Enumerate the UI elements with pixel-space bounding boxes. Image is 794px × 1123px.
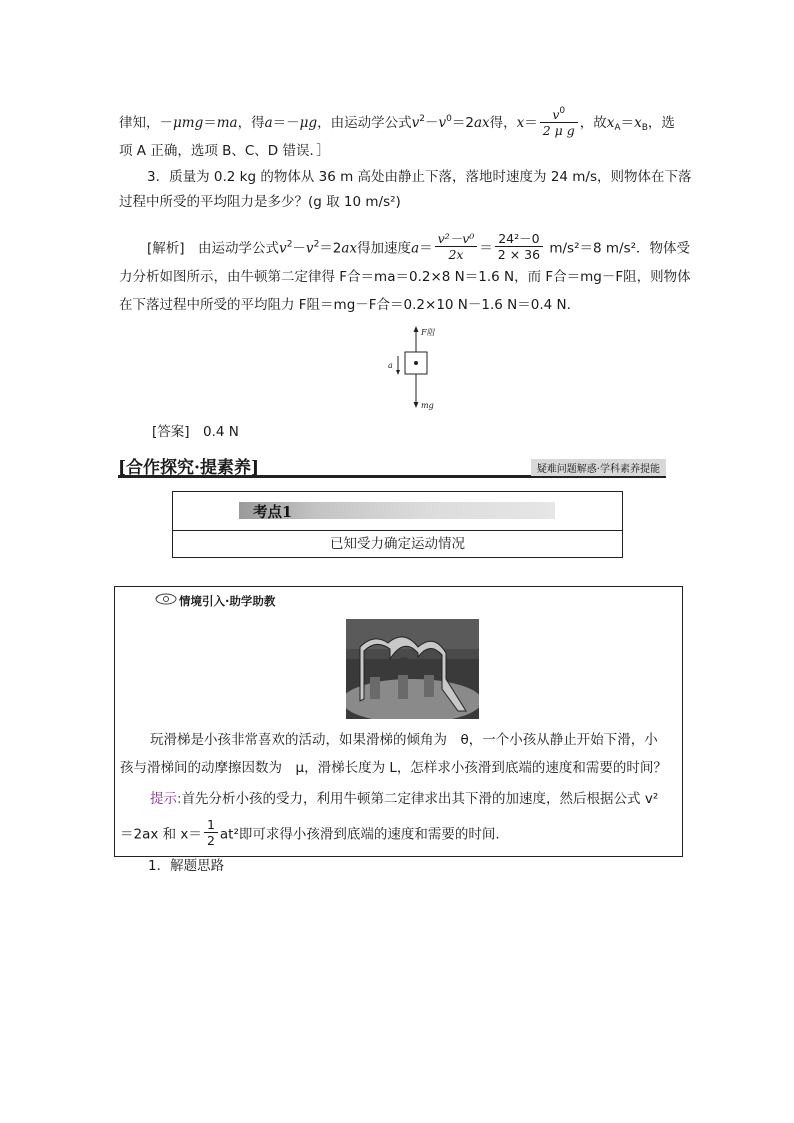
text: 2 μ g [542,123,575,138]
text: mg [181,115,204,131]
context-box [114,586,683,857]
image-part [370,677,380,699]
answer-line [152,423,239,441]
text: 由运动学公式 [184,240,280,257]
text: － [424,115,439,131]
text: g [308,115,318,131]
solution-line-2: 力分析如图所示，由牛顿第二定律得 F合＝ma＝0.2×8 N＝1.6 N，而 F合＝mg－F阻，则物体 [119,269,691,285]
text: v [411,115,420,131]
text: ＝ [524,115,538,131]
text: a [411,240,420,257]
arrow-head-accel [396,370,400,375]
section-header [118,453,666,478]
acceleration-label: a [388,361,393,370]
text: 首先分析小孩的受力，利用牛顿第二定律求出其下滑的加速度，然后根据公式 v² [181,791,659,807]
answer-label: [答案] [152,424,190,440]
text: 0 [559,106,566,116]
image-part [424,659,436,671]
text: 得， [489,115,517,131]
text: ＝ [620,115,635,131]
text: 得加速度 [357,240,412,257]
text: 2x [448,247,464,262]
text: B [641,123,648,133]
text-line: 项 A 正确，选项 B、C、D 错误．］ [119,143,330,159]
text: ＝－ [272,115,300,131]
gravity-label: mg [421,401,434,410]
solution-line-3: 在下落过程中所受的平均阻力 F阻＝mg－F合＝0.2×10 N－1.6 N＝0.4 N. [119,297,571,313]
section-tag: 疑难问题解惑·学科素养提能 [531,459,666,476]
text: ，故 [579,115,607,131]
image-part [398,657,410,669]
text: 2 [419,114,425,124]
hint-label: 提示: [150,791,182,807]
solution-line-1 [147,233,690,264]
answer-value: 0.4 N [189,424,239,440]
image-part [346,649,479,659]
text: 1 [204,817,218,833]
image-part [398,675,408,699]
text: m/s²＝8 m/s²．物体受 [545,240,691,257]
text: ，选 [647,115,675,131]
text: 0 [446,114,452,124]
topic-label: 考点1 [253,504,293,521]
object-center-dot [414,361,418,365]
text: ＝2 [319,240,342,257]
context-paragraph-line-1: 玩滑梯是小孩非常喜欢的活动，如果滑梯的倾角为 θ，一个小孩从静止开始下滑，小 [150,732,658,748]
text: A [614,123,621,133]
text: ax [341,240,358,257]
text: 2 × 36 [497,247,541,262]
text: at²即可求得小孩滑到底端的速度和需要的时间. [219,826,500,843]
text: ma [216,115,238,131]
text: x [634,115,642,131]
text-line [119,106,675,140]
arrow-head-down [414,402,419,408]
text: μ [299,115,309,131]
text: ＝2ax 和 x＝ [120,826,202,843]
text: 24²－0 [495,231,543,247]
force-diagram [385,324,455,414]
text: 2 [313,239,320,250]
text: x [516,115,525,131]
hint-line-2 [120,819,500,850]
arrow-head-up [414,326,419,332]
section-title: [合作探究·提素养] [118,458,260,478]
text: ax [473,115,490,131]
topic-box [172,491,623,558]
icon-shape [164,597,169,602]
lightbulb-icon [155,593,177,605]
fraction [204,817,218,848]
context-paragraph-line-2: 孩与滑梯间的动摩擦因数为 μ，滑梯长度为 L，怎样求小孩滑到底端的速度和需要的时间？ [120,760,667,776]
text: ＝2 [451,115,474,131]
text: ＝ [203,115,217,131]
topic-content: 已知受力确定运动情况 [330,536,465,552]
topic-banner [239,502,555,519]
solution-label: [解析] [147,240,185,257]
question-3-line-2: 过程中所受的平均阻力是多少？(g 取 10 m/s²) [119,194,401,210]
text: ＝ [419,240,433,257]
text: ，得 [237,115,265,131]
playground-slide-image [346,619,479,719]
topic-box-header [173,492,622,531]
fraction [540,104,578,138]
text: v²－v⁰ [435,231,478,247]
text: x [606,115,615,131]
text: ，由运动学公式 [317,115,412,131]
friction-force-label: F阻 [421,328,435,337]
image-part [370,659,382,671]
image-part [424,675,434,697]
text: v [305,240,314,257]
text: 2 [206,833,215,848]
fraction [435,231,478,262]
list-item: 1．解题思路 [148,858,225,874]
fraction [495,231,543,262]
text: v [438,115,447,131]
text: 2 [286,239,293,250]
text: a [264,115,273,131]
hint-line-1 [150,790,658,808]
context-header: 情境引入·助学助教 [179,594,276,608]
text: 律知，－ [119,115,173,131]
text: v [552,107,560,122]
text: v [279,240,287,257]
text: ＝ [479,240,493,257]
text: － [292,240,306,257]
text: μ [173,115,182,131]
question-3-line-1: 3．质量为 0.2 kg 的物体从 36 m 高处由静止下落，落地时速度为 24 m/s，则物体在下落 [147,169,692,185]
